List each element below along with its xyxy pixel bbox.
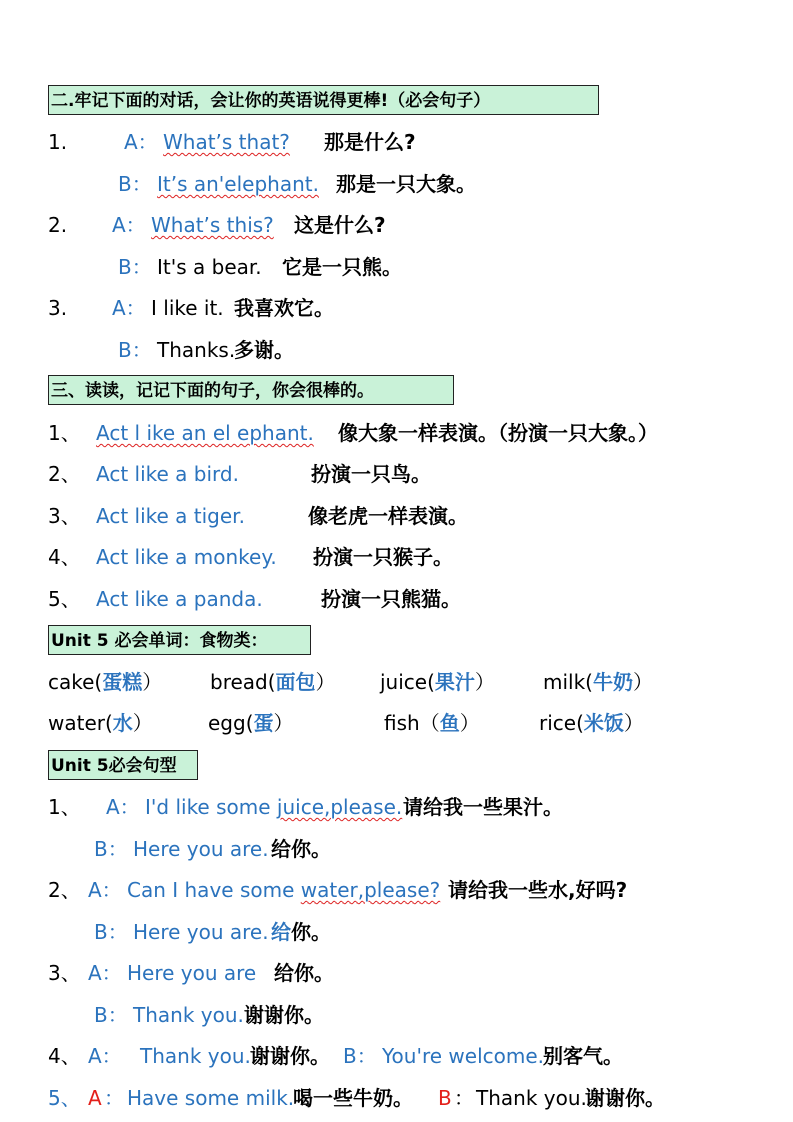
item-number: 5、 (48, 1086, 81, 1110)
chinese-translation: 给你。 (271, 837, 331, 861)
chinese-translation: 别客气。 (543, 1044, 623, 1068)
item-number: 1、 (48, 795, 81, 819)
chinese-translation: 谢谢你。 (244, 1003, 324, 1027)
english-sentence: Thanks. (157, 338, 236, 362)
dialog-2-a (48, 208, 386, 242)
chinese-translation: 谢谢你。 (250, 1044, 330, 1068)
english-sentence: What’s that? (163, 130, 290, 154)
sentence-4 (48, 540, 453, 574)
unit5-dialog-1-a (48, 790, 563, 824)
word-egg: egg(蛋） (208, 711, 294, 735)
word-meaning: 水 (112, 711, 133, 735)
item-number: 3. (48, 296, 68, 320)
word-meaning: 鱼 (439, 711, 460, 735)
item-number: 3、 (48, 961, 81, 985)
chinese-translation: 它是一只熊。 (282, 255, 402, 279)
english-sentence: Thank you. (476, 1086, 587, 1110)
word-cake: cake(蛋糕） (48, 670, 163, 694)
english-sentence: Thank you. (133, 1003, 244, 1027)
speaker-a-label: A： (88, 1044, 122, 1068)
speaker-a-label: A： (88, 878, 122, 902)
english-sentence: I'd like some juice,please. (145, 795, 403, 819)
dialog-3-a (48, 291, 334, 325)
english-sentence: Here you are. (133, 920, 269, 944)
english-sentence: Act like a tiger. (96, 504, 245, 528)
chinese-translation: 给你。 (274, 961, 334, 985)
chinese-translation: 扮演一只猴子。 (313, 545, 453, 569)
section3-header: 三、读读，记记下面的句子，你会很棒的。 (48, 375, 454, 405)
word-meaning: 蛋 (253, 711, 274, 735)
chinese-translation: 我喜欢它。 (234, 296, 334, 320)
english-sentence: Have some milk. (127, 1086, 295, 1110)
word-fish: fish（鱼） (384, 711, 480, 735)
item-number: 2、 (48, 878, 81, 902)
word-meaning: 蛋糕 (102, 670, 143, 694)
english-sentence: Here you are. (133, 837, 269, 861)
speaker-b-label: B： (94, 837, 128, 861)
item-number: 1、 (48, 421, 81, 445)
chinese-translation: 这是什么? (294, 213, 386, 237)
word-meaning: 果汁 (434, 670, 475, 694)
speaker-a-label: A： (88, 961, 122, 985)
chinese-translation: 那是什么? (324, 130, 416, 154)
english-sentence: Can I have some water,please? (127, 878, 441, 902)
english-sentence: I like it. (151, 296, 224, 320)
english-sentence: It’s an'elephant. (157, 172, 319, 196)
sentence-3 (48, 499, 468, 533)
word-rice: rice(米饭） (539, 711, 644, 735)
unit5-dialog-3-a (48, 956, 334, 990)
sentence-5 (48, 582, 461, 616)
english-sentence: Thank you. (140, 1044, 251, 1068)
english-sentence: What’s this? (151, 213, 274, 237)
english-sentence: Act like a bird. (96, 462, 239, 486)
word-meaning: 面包 (275, 670, 316, 694)
word-meaning: 牛奶 (592, 670, 633, 694)
word-bread: bread(面包） (210, 670, 336, 694)
chinese-translation: 多谢。 (234, 338, 294, 362)
word-juice: juice(果汁） (380, 670, 495, 694)
word-meaning: 米饭 (583, 711, 624, 735)
english-sentence: Act like a panda. (96, 587, 263, 611)
word-milk: milk(牛奶） (543, 670, 653, 694)
item-number: 3、 (48, 504, 81, 528)
chinese-translation: 像大象一样表演。（扮演一只大象。） (338, 421, 658, 445)
speaker-b-label: B： (343, 1044, 377, 1068)
english-sentence: Act l ike an el ephant. (96, 421, 314, 445)
item-number: 4、 (48, 1044, 81, 1068)
sentence-2 (48, 457, 431, 491)
item-number: 5、 (48, 587, 81, 611)
speaker-b-label: B： (118, 172, 152, 196)
speaker-a-label: A (88, 1086, 102, 1110)
unit5-dialog-5: 5、 A ： Have some milk. 喝一些牛奶。 B ： Thank you. 谢谢你。 (48, 1081, 81, 1115)
english-sentence: Here you are (127, 961, 257, 985)
unit5-words-header: Unit 5 必会单词：食物类： (48, 625, 311, 655)
item-number: 2、 (48, 462, 81, 486)
speaker-b-label: B (438, 1086, 452, 1110)
chinese-translation: 请给我一些果汁。 (403, 795, 563, 819)
english-sentence: Act like a monkey. (96, 545, 277, 569)
chinese-translation: 像老虎一样表演。 (308, 504, 468, 528)
chinese-translation: 喝一些牛奶。 (293, 1086, 413, 1110)
speaker-a-label: A： (112, 213, 146, 237)
speaker-a-label: A： (106, 795, 140, 819)
speaker-b-label: B： (118, 338, 152, 362)
chinese-translation: 谢谢你。 (585, 1086, 665, 1110)
unit5-sentences-header: Unit 5必会句型 (48, 750, 198, 780)
english-sentence: It's a bear. (157, 255, 262, 279)
unit5-dialog-2-a (48, 873, 628, 907)
chinese-translation: 给你。 (271, 920, 331, 944)
speaker-a-label: A： (124, 130, 158, 154)
word-row-1 (48, 665, 748, 699)
word-row-2 (48, 706, 748, 740)
speaker-b-label: B： (94, 1003, 128, 1027)
chinese-translation: 那是一只大象。 (336, 172, 476, 196)
word-water: water(水） (48, 711, 153, 735)
speaker-b-label: B： (94, 920, 128, 944)
unit5-dialog-4 (48, 1039, 623, 1073)
chinese-translation: 请给我一些水,好吗? (448, 878, 628, 902)
section2-header: 二.牢记下面的对话，会让你的英语说得更棒!（必会句子） (48, 85, 599, 115)
speaker-b-label: B： (118, 255, 152, 279)
dialog-1-a (48, 125, 416, 159)
item-number: 1. (48, 130, 68, 154)
english-sentence: You're welcome. (382, 1044, 545, 1068)
sentence-1 (48, 416, 658, 450)
chinese-translation: 扮演一只鸟。 (311, 462, 431, 486)
item-number: 2. (48, 213, 68, 237)
chinese-translation: 扮演一只熊猫。 (321, 587, 461, 611)
speaker-a-label: A： (112, 296, 146, 320)
item-number: 4、 (48, 545, 81, 569)
